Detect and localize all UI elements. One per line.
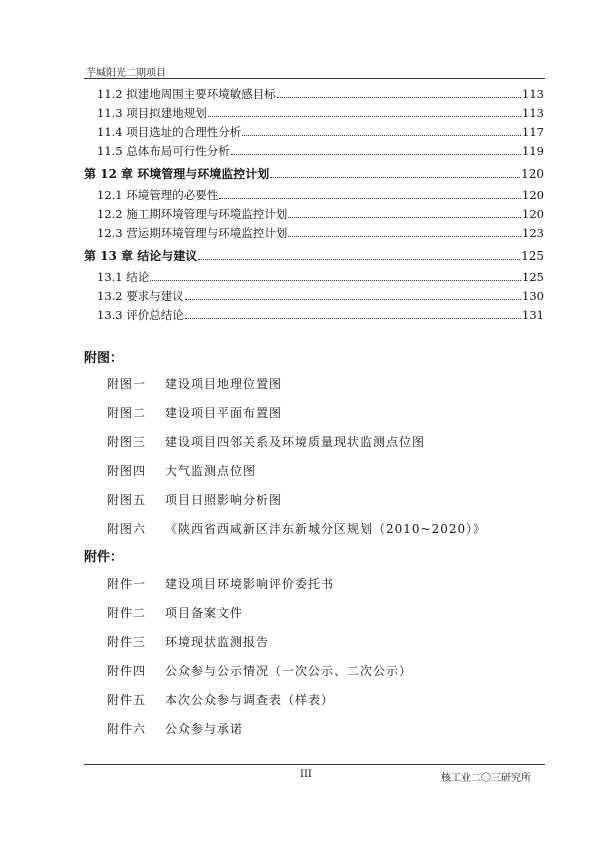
figure-item (107, 491, 486, 520)
figure-text: 建设项目四邻关系及环境质量现状监测点位图 (165, 435, 426, 449)
footer-divider (84, 764, 545, 765)
figure-label: 附图三 (107, 435, 147, 449)
toc-entry-title: 第 12 章 环境管理与环境监控计划 (84, 167, 270, 181)
toc-leader-dots (288, 208, 521, 218)
figure-label: 附图四 (107, 464, 147, 478)
running-header: 芋堿阳光二期项目 (86, 68, 166, 79)
toc-entry (84, 225, 544, 244)
figure-label: 附图六 (107, 522, 147, 536)
toc-entry-title: 13.3 评价总结论 (97, 308, 184, 322)
figure-item (107, 404, 486, 433)
toc-entry-page: 123 (522, 226, 544, 240)
attachment-item (107, 604, 412, 633)
toc-entry-title: 11.2 拟建地周围主要环境敏感目标 (97, 87, 276, 101)
attachment-text: 公众参与公示情况（一次公示、二次公示） (165, 664, 413, 678)
toc-leader-dots (219, 189, 521, 199)
figure-text: 大气监测点位图 (165, 464, 257, 478)
toc-entry (84, 247, 544, 266)
figure-text: 项目日照影响分析图 (165, 493, 283, 507)
toc-entry-title: 12.2 施工期环境管理与环境监控计划 (97, 207, 288, 221)
figure-label: 附图二 (107, 406, 147, 420)
toc-entry-page: 113 (522, 87, 544, 101)
figure-item (107, 462, 486, 491)
toc-entry-page: 125 (522, 270, 544, 284)
attachments-heading: 附件： (84, 550, 124, 565)
toc-entry (84, 206, 544, 225)
figure-label: 附图一 (107, 377, 147, 391)
attachment-item (107, 633, 412, 662)
toc-leader-dots (208, 107, 521, 117)
toc-leader-dots (231, 145, 521, 155)
attachment-item (107, 575, 412, 604)
figures-heading: 附图： (84, 351, 124, 366)
toc-entry (84, 124, 544, 143)
toc-leader-dots (242, 126, 521, 136)
toc-leader-dots (185, 290, 521, 300)
figure-text: 建设项目地理位置图 (165, 377, 283, 391)
toc-entry-page: 113 (522, 106, 544, 120)
attachment-label: 附件六 (107, 722, 147, 736)
toc-entry-title: 11.5 总体布局可行性分析 (97, 144, 230, 158)
toc-entry-page: 131 (522, 308, 544, 322)
attachment-label: 附件三 (107, 635, 147, 649)
toc-entry-title: 11.4 项目选址的合理性分析 (97, 125, 242, 139)
toc-entry-page: 130 (522, 289, 544, 303)
attachment-text: 本次公众参与调查表（样表） (165, 693, 335, 707)
figure-text: 建设项目平面布置图 (165, 406, 283, 420)
figure-item (107, 433, 486, 462)
figure-label: 附图五 (107, 493, 147, 507)
toc-entry-title: 12.3 营运期环境管理与环境监控计划 (97, 226, 288, 240)
toc-leader-dots (150, 271, 521, 281)
toc-leader-dots (185, 309, 521, 319)
attachment-text: 项目备案文件 (165, 606, 244, 620)
toc-entry (84, 307, 544, 326)
attachment-label: 附件一 (107, 577, 147, 591)
toc-entry-title: 13.1 结论 (97, 270, 150, 284)
toc-entry-title: 12.1 环境管理的必要性 (97, 188, 219, 202)
toc-entry (84, 288, 544, 307)
attachment-label: 附件二 (107, 606, 147, 620)
toc-entry (84, 165, 544, 184)
toc-entry (84, 269, 544, 288)
attachment-label: 附件四 (107, 664, 147, 678)
toc-leader-dots (288, 227, 521, 237)
figure-item (107, 520, 486, 549)
toc-entry-page: 119 (522, 144, 544, 158)
attachment-text: 环境现状监测报告 (165, 635, 270, 649)
toc-entry-page: 120 (522, 207, 544, 221)
page-number: III (300, 769, 312, 780)
attachment-item (107, 691, 412, 720)
attachment-item (107, 720, 412, 749)
figure-item (107, 375, 486, 404)
toc-entry-page: 117 (522, 125, 544, 139)
toc-entry-page: 120 (522, 188, 544, 202)
toc-leader-dots (198, 250, 520, 260)
toc-entry-page: 120 (521, 167, 544, 181)
toc-leader-dots (277, 88, 521, 98)
toc-entry (84, 105, 544, 124)
toc-entry-title: 第 13 章 结论与建议 (84, 249, 198, 263)
toc-entry-title: 13.2 要求与建议 (97, 289, 184, 303)
footer-organization: 核工业二〇三研究所 (441, 773, 531, 784)
figures-list (107, 375, 486, 549)
attachment-text: 建设项目环境影响评价委托书 (165, 577, 335, 591)
toc-entry (84, 86, 544, 105)
attachment-label: 附件五 (107, 693, 147, 707)
attachments-list (107, 575, 412, 749)
figure-text: 《陕西省西咸新区沣东新城分区规划（2010~2020）》 (165, 522, 487, 536)
header-divider (84, 78, 545, 79)
attachment-item (107, 662, 412, 691)
toc-entry-page: 125 (521, 249, 544, 263)
toc-entry (84, 143, 544, 162)
table-of-contents (84, 86, 544, 326)
toc-leader-dots (270, 168, 520, 178)
attachment-text: 公众参与承诺 (165, 722, 244, 736)
toc-entry-title: 11.3 项目拟建地规划 (97, 106, 207, 120)
toc-entry (84, 187, 544, 206)
